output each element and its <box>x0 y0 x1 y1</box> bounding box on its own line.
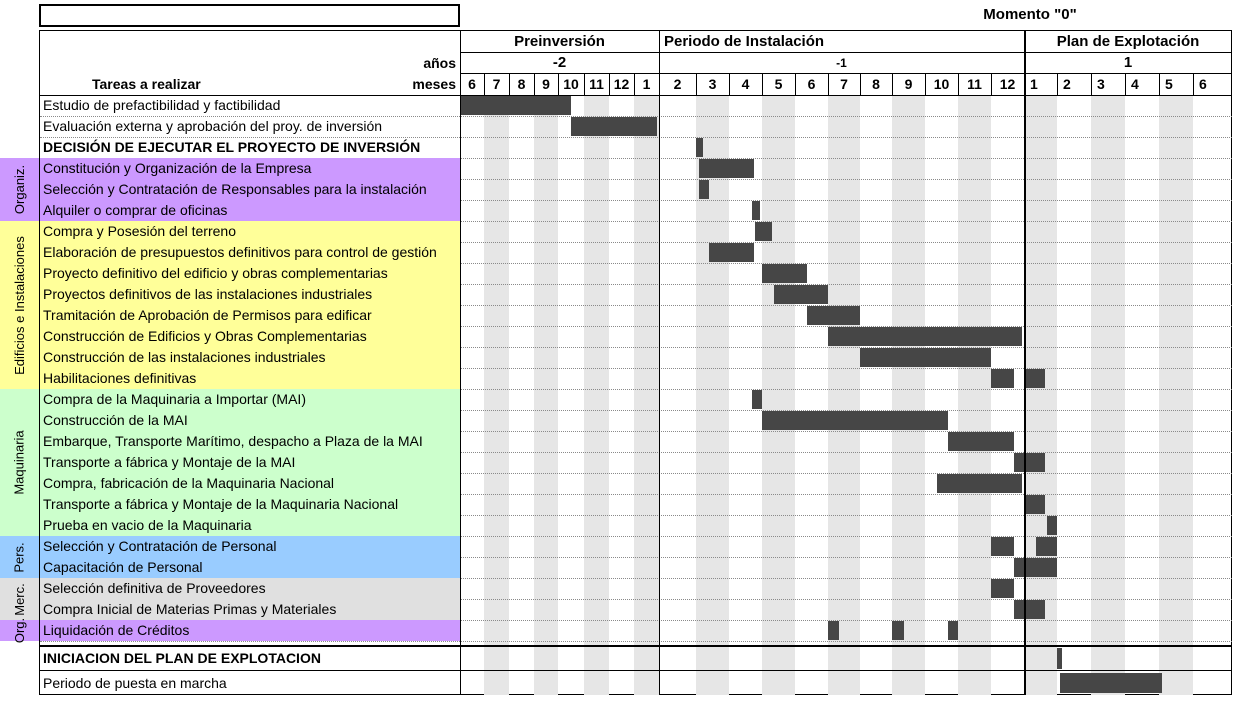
month-divider <box>634 74 635 95</box>
task-label: Periodo de puesta en marcha <box>43 675 227 691</box>
month-cell: 3 <box>1097 76 1105 92</box>
header-line <box>40 95 1232 96</box>
month-cell: 5 <box>1165 76 1173 92</box>
task-label: Proyectos definitivos de las instalaciones industriales <box>43 286 373 302</box>
month-divider <box>762 74 763 95</box>
phase-explotacion: Plan de Explotación <box>1056 33 1200 50</box>
task-label: Transporte a fábrica y Montaje de la Maquinaria Nacional <box>43 496 399 512</box>
gantt-bar <box>991 579 1014 598</box>
column-stripe <box>584 95 609 695</box>
column-stripe <box>958 95 991 695</box>
meses-label: meses <box>412 76 456 92</box>
task-label: Compra y Posesión del terreno <box>43 223 236 239</box>
gantt-bar <box>709 243 754 262</box>
month-divider <box>958 74 959 95</box>
month-divider <box>892 74 893 95</box>
gantt-bar <box>991 369 1014 388</box>
month-divider <box>925 74 926 95</box>
row-separator <box>40 641 1232 642</box>
task-label: Construcción de la MAI <box>43 412 188 428</box>
gantt-bar <box>774 285 828 304</box>
month-cell: 2 <box>673 76 682 92</box>
month-divider <box>860 74 861 95</box>
month-cell: 9 <box>542 76 550 92</box>
month-divider <box>484 74 485 95</box>
month-divider <box>1091 74 1092 95</box>
group-label <box>0 389 39 536</box>
month-cell: 9 <box>904 76 913 92</box>
group-label-text: Edificios e Instalaciones <box>12 235 27 375</box>
task-label: Compra, fabricación de la Maquinaria Nacional <box>43 475 335 491</box>
gantt-bar <box>1024 495 1045 514</box>
task-label: INICIACION DEL PLAN DE EXPLOTACION <box>43 650 321 666</box>
month-divider <box>1125 74 1126 95</box>
column-stripe <box>828 95 860 695</box>
column-stripe <box>634 95 659 695</box>
task-label: Alquiler o comprar de oficinas <box>43 202 228 218</box>
month-cell: 6 <box>1199 76 1207 92</box>
gantt-bar <box>752 201 760 220</box>
group-label-text: Org. <box>11 617 27 644</box>
task-label: Elaboración de presupuestos definitivos para control de gestión <box>43 244 437 260</box>
column-stripe <box>1091 95 1125 695</box>
phase-divider-bold <box>1024 30 1026 695</box>
gantt-bar <box>460 96 571 115</box>
gantt-bar <box>696 138 703 157</box>
month-divider <box>1057 74 1058 95</box>
title-box <box>39 4 460 27</box>
task-label: Construcción de las instalaciones industriales <box>43 349 326 365</box>
task-label: Selección y Contratación de Responsables para la instalación <box>43 181 427 197</box>
gantt-bar <box>828 327 1022 346</box>
gantt-bar <box>948 621 958 640</box>
task-label: Evaluación externa y aprobación del proy. de inversión <box>43 118 383 134</box>
month-divider <box>558 74 559 95</box>
gantt-bar <box>699 180 709 199</box>
gantt-bar <box>1047 516 1057 535</box>
month-divider <box>1159 74 1160 95</box>
month-cell: 8 <box>872 76 880 92</box>
gantt-bar <box>828 621 839 640</box>
group-label-text: Organiz. <box>12 164 28 215</box>
month-cell: 12 <box>613 76 630 92</box>
task-label: Proyecto definitivo del edificio y obras complementarias <box>43 265 388 281</box>
task-label: Compra Inicial de Materias Primas y Materiales <box>43 601 337 617</box>
momento-label: Momento "0" <box>983 6 1077 23</box>
column-stripe <box>534 95 558 695</box>
gantt-bar <box>1014 558 1057 577</box>
gantt-bar <box>762 264 807 283</box>
task-label: Constitución y Organización de la Empresa <box>43 160 312 176</box>
year-1: 1 <box>1123 54 1133 71</box>
month-cell: 6 <box>468 76 476 92</box>
month-divider <box>509 74 510 95</box>
gantt-bar <box>1014 600 1045 619</box>
month-cell: 1 <box>1030 76 1038 92</box>
gantt-bar <box>762 411 948 430</box>
group-label <box>0 536 39 578</box>
month-divider <box>696 74 697 95</box>
month-cell: 1 <box>642 76 651 92</box>
tareas-label: Tareas a realizar <box>92 76 201 92</box>
task-label: Capacitación de Personal <box>43 559 203 575</box>
month-cell: 8 <box>517 76 526 92</box>
gantt-bar <box>1024 369 1045 388</box>
phase-instalacion: Periodo de Instalación <box>664 33 825 50</box>
gantt-bar <box>571 117 657 136</box>
task-label: Selección y Contratación de Personal <box>43 538 277 554</box>
month-divider <box>795 74 796 95</box>
header-line <box>460 52 1232 53</box>
task-label: Estudio de prefactibilidad y factibilidad <box>43 97 281 113</box>
month-divider <box>1193 74 1194 95</box>
column-stripe <box>762 95 795 695</box>
gantt-bar <box>991 537 1014 556</box>
gantt-bar <box>892 621 904 640</box>
gantt-bar <box>1060 673 1162 693</box>
gantt-bar <box>755 222 772 241</box>
gantt-bar <box>1057 648 1062 669</box>
month-cell: 11 <box>967 76 982 92</box>
group-label-text: Pers. <box>12 541 27 573</box>
month-cell: 5 <box>774 76 783 92</box>
gantt-bar <box>1014 453 1045 472</box>
month-cell: 11 <box>589 76 604 92</box>
gantt-bar <box>937 474 1023 493</box>
column-stripe <box>892 95 925 695</box>
month-cell: 3 <box>708 76 717 92</box>
task-label: Liquidación de Créditos <box>43 622 190 638</box>
task-label: Prueba en vacio de la Maquinaria <box>43 517 252 533</box>
month-cell: 2 <box>1063 76 1071 92</box>
task-label: Habilitaciones definitivas <box>43 370 197 386</box>
anos-label: años <box>423 55 456 71</box>
month-divider <box>609 74 610 95</box>
year-minus-1: -1 <box>836 56 847 70</box>
phase-divider <box>460 30 461 695</box>
month-cell: 12 <box>999 76 1016 92</box>
task-label: Tramitación de Aprobación de Permisos para edificar <box>43 307 372 323</box>
gantt-bar <box>948 432 1014 451</box>
month-divider <box>729 74 730 95</box>
year-minus-2: -2 <box>552 54 567 71</box>
task-label: Construcción de Edificios y Obras Complementarias <box>43 328 367 344</box>
group-label <box>0 578 39 620</box>
group-label-text: Merc. <box>12 582 27 616</box>
gantt-bar <box>807 306 860 325</box>
gantt-bar <box>1036 537 1057 556</box>
month-cell: 4 <box>1131 76 1139 92</box>
month-divider <box>584 74 585 95</box>
month-cell: 7 <box>492 76 501 92</box>
month-cell: 7 <box>840 76 848 92</box>
month-cell: 10 <box>563 76 579 92</box>
month-cell: 4 <box>741 76 750 92</box>
group-label <box>0 158 39 221</box>
task-label: Selección definitiva de Proveedores <box>43 580 266 596</box>
column-stripe <box>484 95 509 695</box>
group-label-text: Maquinaria <box>12 430 28 495</box>
task-label: Transporte a fábrica y Montaje de la MAI <box>43 454 296 470</box>
phase-divider <box>659 30 660 695</box>
month-cell: 6 <box>807 76 816 92</box>
gantt-bar <box>699 159 753 178</box>
gantt-bar <box>752 390 762 409</box>
column-stripe <box>1159 95 1193 695</box>
month-divider <box>991 74 992 95</box>
header-line <box>460 73 1232 74</box>
task-label: DECISIÓN DE EJECUTAR EL PROYECTO DE INVERSIÓN <box>43 139 421 155</box>
section-rule <box>40 645 1232 647</box>
group-label <box>0 221 39 389</box>
section-rule <box>40 670 1232 671</box>
group-label <box>0 617 39 644</box>
gantt-bar <box>860 348 991 367</box>
month-divider <box>828 74 829 95</box>
task-label: Embarque, Transporte Marítimo, despacho a Plaza de la MAI <box>43 433 423 449</box>
task-label: Compra de la Maquinaria a Importar (MAI) <box>43 391 306 407</box>
month-divider <box>534 74 535 95</box>
phase-preinversion: Preinversión <box>514 33 605 50</box>
month-cell: 10 <box>933 76 950 92</box>
